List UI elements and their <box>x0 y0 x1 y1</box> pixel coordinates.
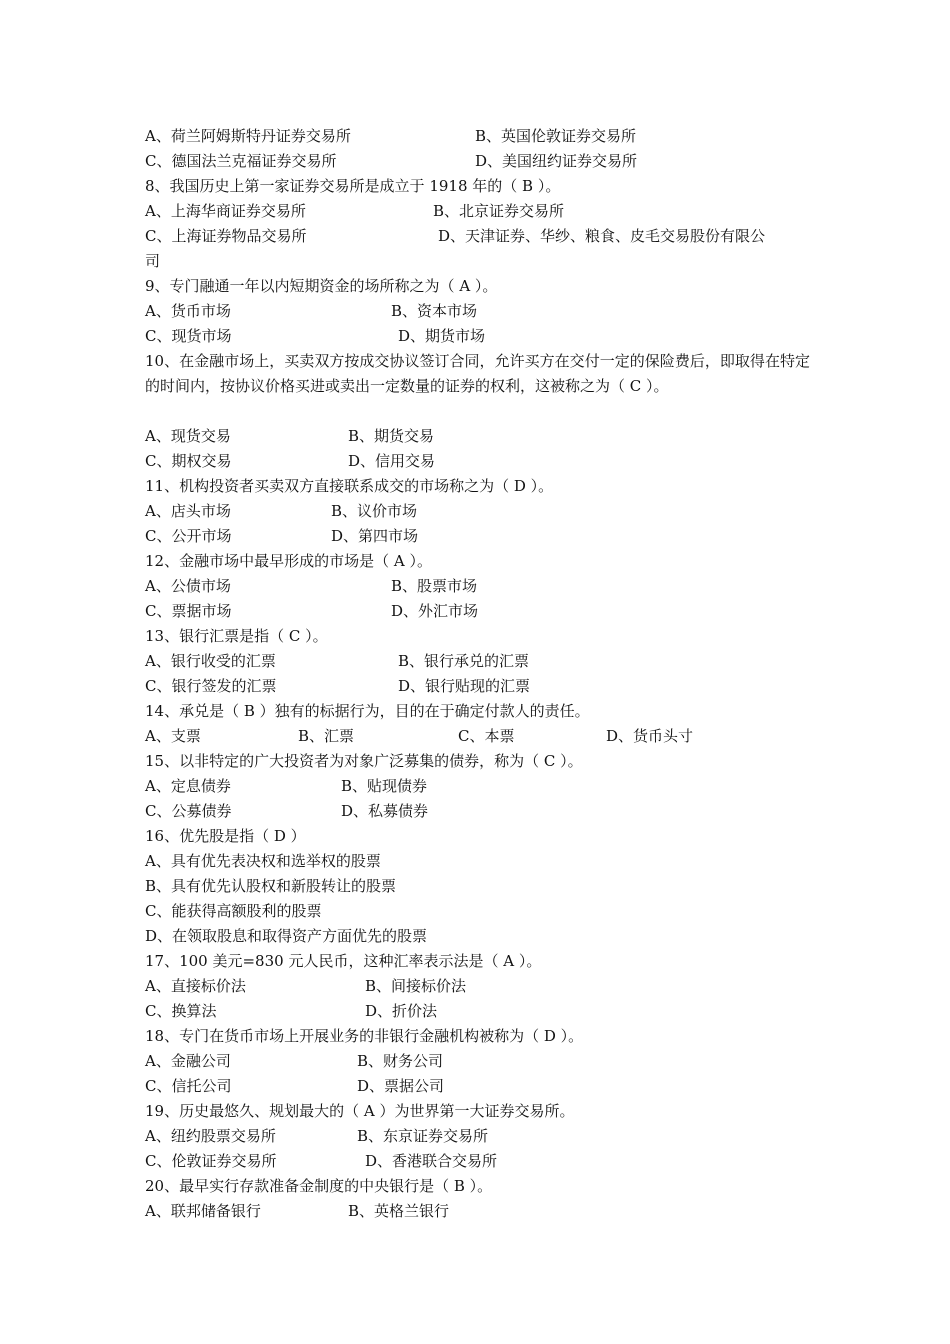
option-a: A、货币市场 <box>145 302 231 320</box>
option-a: A、直接标价法 <box>145 977 246 995</box>
question-17: 17、100 美元=830 元人民币，这种汇率表示法是（ A ）。 <box>145 952 542 970</box>
option-line <box>145 524 419 549</box>
option-b: B、英格兰银行 <box>348 1202 450 1220</box>
option-c: C、伦敦证券交易所 <box>145 1152 277 1170</box>
question-9: 9、专门融通一年以内短期资金的场所称之为（ A ）。 <box>145 277 498 295</box>
option-c: C、公开市场 <box>145 527 232 545</box>
option-line <box>145 1074 445 1099</box>
option-line <box>145 199 565 224</box>
option-c: C、信托公司 <box>145 1077 232 1095</box>
option-a: A、定息债券 <box>145 777 231 795</box>
option-d: D、外汇市场 <box>391 602 479 620</box>
option-d-continued: 司 <box>145 252 161 270</box>
option-line <box>145 574 478 599</box>
option-b: B、英国伦敦证券交易所 <box>475 127 637 145</box>
option-d: D、天津证券、华纱、粮食、皮毛交易股份有限公 <box>438 227 766 245</box>
option-a: A、支票 <box>145 727 201 745</box>
option-b: B、银行承兑的汇票 <box>398 652 530 670</box>
option-d: D、私募债券 <box>341 802 429 820</box>
option-line <box>145 299 478 324</box>
option-line <box>145 774 428 799</box>
question-13: 13、银行汇票是指（ C ）。 <box>145 627 328 645</box>
question-11: 11、机构投资者买卖双方直接联系成交的市场称之为（ D ）。 <box>145 477 554 495</box>
option-d: D、香港联合交易所 <box>365 1152 498 1170</box>
option-c: C、能获得高额股利的股票 <box>145 902 322 920</box>
option-line <box>145 449 436 474</box>
option-line <box>145 124 637 149</box>
option-d: D、第四市场 <box>331 527 419 545</box>
option-line <box>145 649 530 674</box>
option-a: A、现货交易 <box>145 427 231 445</box>
option-line <box>145 999 438 1024</box>
option-c: C、公募债券 <box>145 802 232 820</box>
option-c: C、上海证券物品交易所 <box>145 227 307 245</box>
option-line <box>145 1049 444 1074</box>
option-c: C、换算法 <box>145 1002 217 1020</box>
option-a: A、荷兰阿姆斯特丹证券交易所 <box>145 127 351 145</box>
option-a: A、店头市场 <box>145 502 231 520</box>
option-c: C、期权交易 <box>145 452 232 470</box>
option-b: B、股票市场 <box>391 577 478 595</box>
option-line <box>145 324 486 349</box>
option-b: B、间接标价法 <box>365 977 467 995</box>
question-8: 8、我国历史上第一家证券交易所是成立于 1918 年的（ B ）。 <box>145 177 561 195</box>
option-b: B、财务公司 <box>357 1052 444 1070</box>
option-a: A、联邦储备银行 <box>145 1202 261 1220</box>
option-d: D、在领取股息和取得资产方面优先的股票 <box>145 927 428 945</box>
option-d: D、信用交易 <box>348 452 436 470</box>
option-a: A、金融公司 <box>145 1052 231 1070</box>
option-a: A、银行收受的汇票 <box>145 652 276 670</box>
question-18: 18、专门在货币市场上开展业务的非银行金融机构被称为（ D ）。 <box>145 1027 584 1045</box>
option-b: B、具有优先认股权和新股转让的股票 <box>145 877 397 895</box>
option-line <box>145 599 479 624</box>
option-b: B、汇票 <box>298 727 355 745</box>
option-d: D、银行贴现的汇票 <box>398 677 531 695</box>
option-b: B、期货交易 <box>348 427 435 445</box>
question-16: 16、优先股是指（ D ） <box>145 827 306 845</box>
option-line <box>145 149 638 174</box>
question-10: 10、在金融市场上，买卖双方按成交协议签订合同，允许买方在交付一定的保险费后，即取得在特定的时间内，按协议价格买进或卖出一定数量的证券的权利，这被称之为（ C ）。 <box>145 352 810 395</box>
option-d: D、期货市场 <box>398 327 486 345</box>
option-a: A、上海华商证券交易所 <box>145 202 306 220</box>
question-12: 12、金融市场中最早形成的市场是（ A ）。 <box>145 552 432 570</box>
option-a: A、公债市场 <box>145 577 231 595</box>
option-b: B、北京证券交易所 <box>433 202 565 220</box>
option-c: C、现货市场 <box>145 327 232 345</box>
option-line <box>145 424 435 449</box>
option-d: D、票据公司 <box>357 1077 445 1095</box>
option-line <box>145 224 766 249</box>
option-line <box>145 674 531 699</box>
option-c: C、票据市场 <box>145 602 232 620</box>
option-a: A、具有优先表决权和选举权的股票 <box>145 852 381 870</box>
question-14: 14、承兑是（ B ）独有的标据行为，目的在于确定付款人的责任。 <box>145 702 590 720</box>
option-d: D、美国纽约证券交易所 <box>475 152 638 170</box>
option-b: B、贴现债券 <box>341 777 428 795</box>
option-line <box>145 974 467 999</box>
option-line <box>145 1199 450 1224</box>
question-20: 20、最早实行存款准备金制度的中央银行是（ B ）。 <box>145 1177 493 1195</box>
option-line <box>145 1124 489 1149</box>
option-a: A、纽约股票交易所 <box>145 1127 276 1145</box>
option-b: B、议价市场 <box>331 502 418 520</box>
option-line <box>145 799 429 824</box>
option-c: C、银行签发的汇票 <box>145 677 277 695</box>
option-c: C、德国法兰克福证券交易所 <box>145 152 337 170</box>
option-line <box>145 499 418 524</box>
question-15: 15、以非特定的广大投资者为对象广泛募集的债券，称为（ C ）。 <box>145 752 583 770</box>
option-c: C、本票 <box>458 727 515 745</box>
question-19: 19、历史最悠久、规划最大的（ A ）为世界第一大证券交易所。 <box>145 1102 575 1120</box>
option-b: B、东京证券交易所 <box>357 1127 489 1145</box>
option-line <box>145 724 694 749</box>
option-d: D、货币头寸 <box>606 727 694 745</box>
option-line <box>145 1149 498 1174</box>
option-b: B、资本市场 <box>391 302 478 320</box>
option-d: D、折价法 <box>365 1002 438 1020</box>
